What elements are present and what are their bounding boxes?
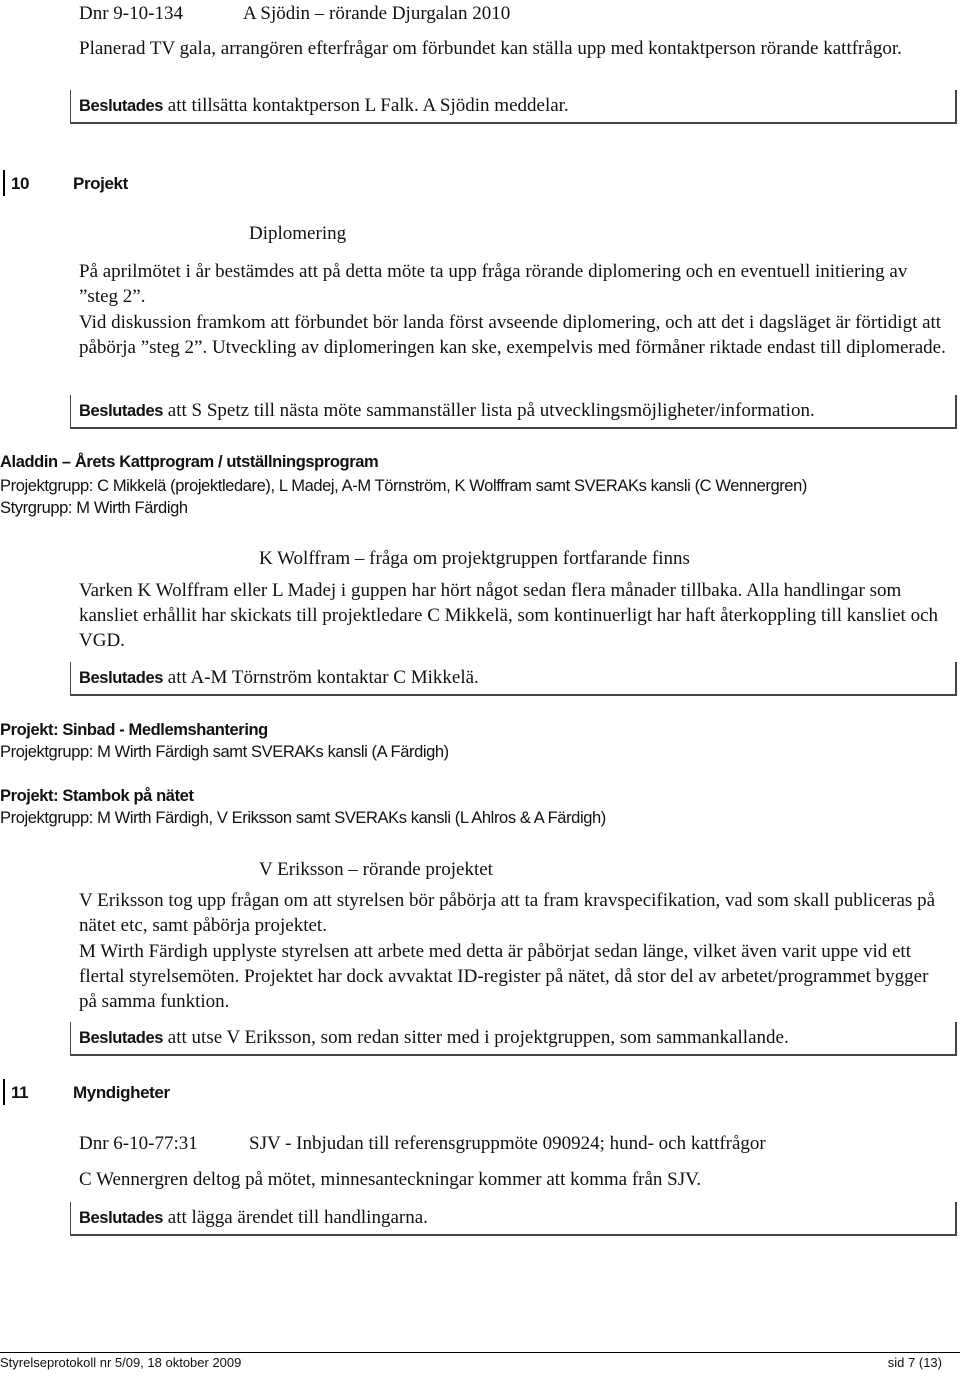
- project-heading: Projekt: Sinbad - Medlemshantering: [0, 721, 268, 739]
- decision-box: [70, 1202, 957, 1236]
- decision-text: att tillsätta kontaktperson L Falk. A Sjödin meddelar.: [163, 95, 569, 116]
- footer-left: Styrelseprotokoll nr 5/09, 18 oktober 2009: [0, 1355, 242, 1370]
- paragraph: V Eriksson tog upp frågan om att styrelsen bör påbörja att ta fram kravspecifikation, vad som skall publiceras på nätet etc, samt påbörja projektet.: [79, 890, 936, 936]
- paragraph: På aprilmötet i år bestämdes att på detta möte ta upp fråga rörande diplomering och en eventuell initiering av ”steg 2”.: [79, 261, 908, 307]
- decision-text: att A-M Törnström kontaktar C Mikkelä.: [163, 667, 479, 688]
- project-group: Projektgrupp: M Wirth Färdigh, V Eriksson samt SVERAKs kansli (L Ahlros & A Färdigh): [0, 809, 606, 827]
- decision-box: [70, 90, 957, 124]
- project-group: Projektgrupp: M Wirth Färdigh samt SVERAKs kansli (A Färdigh): [0, 743, 449, 761]
- project-heading: Projekt: Stambok på nätet: [0, 787, 194, 805]
- decision-box: [70, 662, 957, 696]
- decision-text: att S Spetz till nästa möte sammanställer lista på utvecklingsmöjligheter/information.: [163, 400, 815, 421]
- item-text: Planerad TV gala, arrangören efterfrågar om förbundet kan ställa upp med kontaktperson rörande kattfrågor.: [79, 38, 902, 59]
- decision-box: [70, 1022, 957, 1056]
- project-steering: Styrgrupp: M Wirth Färdigh: [0, 499, 188, 517]
- section-number: 10: [11, 174, 29, 194]
- decision-label: Beslutades: [79, 97, 164, 115]
- item-title: SJV - Inbjudan till referensgruppmöte 090924; hund- och kattfrågor: [249, 1133, 766, 1154]
- sub-title: Diplomering: [249, 223, 347, 244]
- decision-text: att lägga ärendet till handlingarna.: [163, 1207, 428, 1228]
- footer-page: sid 7 (13): [887, 1355, 942, 1370]
- sub-title: V Eriksson – rörande projektet: [259, 859, 493, 880]
- paragraph: C Wennergren deltog på mötet, minnesanteckningar kommer att komma från SJV.: [79, 1169, 702, 1190]
- paragraph: M Wirth Färdigh upplyste styrelsen att arbete med detta är påbörjat sedan länge, vilket även varit uppe vid ett flertal styrelsemöten. Projektet har dock avvaktat ID-register på nätet, då stor del av arbetet/programmet bygger på samma funktion.: [79, 941, 929, 1012]
- section-title: Myndigheter: [73, 1083, 170, 1102]
- item-title: A Sjödin – rörande Djurgalan 2010: [243, 3, 511, 24]
- project-group: Projektgrupp: C Mikkelä (projektledare), L Madej, A-M Törnström, K Wolffram samt SVERAKs kansli (C Wennergren): [0, 477, 807, 495]
- paragraph: Varken K Wolffram eller L Madej i guppen har hört något sedan flera månader tillbaka. Alla handlingar som kansliet erhållit har skickats till projektledare C Mikkelä, som kontinuerligt har haft återkoppling till kansliet och VGD.: [79, 580, 939, 651]
- decision-box: [70, 395, 957, 429]
- decision-label: Beslutades: [79, 669, 164, 687]
- footer-divider: [0, 1352, 960, 1353]
- project-heading: Aladdin – Årets Kattprogram / utställningsprogram: [0, 453, 379, 471]
- decision-label: Beslutades: [79, 402, 164, 420]
- item-dnr: Dnr 6-10-77:31: [79, 1133, 198, 1154]
- section-title: Projekt: [73, 174, 128, 193]
- section-number: 11: [11, 1083, 28, 1103]
- paragraph: Vid diskussion framkom att förbundet bör landa först avseende diplomering, och att det i dagsläget är förtidigt att påbörja ”steg 2”. Utveckling av diplomeringen kan ske, exempelvis med förmåner riktade endast till diplomerade.: [79, 312, 946, 358]
- item-dnr: Dnr 9-10-134: [79, 3, 183, 24]
- decision-label: Beslutades: [79, 1029, 164, 1047]
- sub-title: K Wolffram – fråga om projektgruppen fortfarande finns: [259, 548, 690, 569]
- decision-label: Beslutades: [79, 1209, 164, 1227]
- decision-text: att utse V Eriksson, som redan sitter med i projektgruppen, som sammankallande.: [163, 1027, 789, 1048]
